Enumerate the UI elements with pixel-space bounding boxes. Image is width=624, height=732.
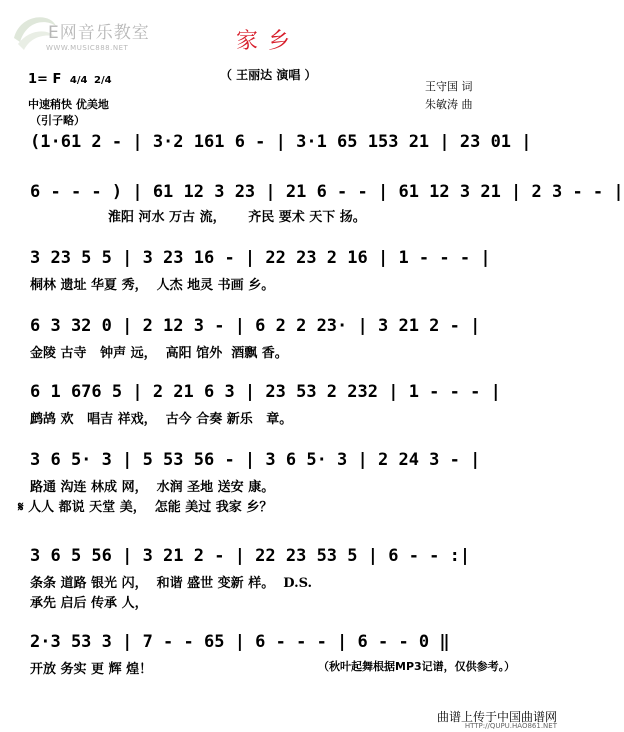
site-logo (6, 8, 176, 66)
lyric-row-3 (30, 274, 274, 293)
notation-row-8 (30, 632, 450, 652)
logo-text: E网音乐教室 (48, 23, 150, 43)
lyric-row-6a (30, 476, 274, 495)
notation-row-1 (30, 132, 532, 152)
lyric-row-8 (30, 658, 152, 677)
notation-row-4 (30, 316, 480, 336)
notes-text: 6 - - - ) | 61 12 3 23 | 21 6 - - | 61 12 3 21 | 2 3 - - | (30, 182, 624, 202)
intro-note: （引子略） (30, 114, 85, 127)
notes-text: 6 1 676 5 | 2 21 6 3 | 23 53 2 232 | 1 - - - | (30, 382, 501, 402)
lyric-row-5 (30, 408, 292, 427)
composer-credit: 朱敏涛 曲 (425, 98, 473, 111)
lyrics-text: 条条 道路 银光 闪， 和谐 盛世 变新 样。 D.S. (30, 576, 313, 591)
notation-row-7 (30, 546, 470, 566)
notes-text: 3 6 5· 3 | 5 53 56 - | 3 6 5· 3 | 2 24 3 - | (30, 450, 481, 470)
notation-row-5 (30, 382, 501, 402)
tempo-marking: 中速稍快 优美地 (28, 98, 109, 111)
notation-row-6 (30, 450, 480, 470)
lyrics-text: 承先 启后 传承 人， (30, 596, 148, 611)
lyrics-text: 鹧鸪 欢 唱吉 祥戏， 古今 合奏 新乐 章。 (30, 412, 293, 427)
lyric-row-2 (108, 206, 366, 225)
lyric-row-7b (30, 592, 148, 611)
lyric-row-7a (30, 572, 312, 591)
notes-text: 3 6 5 56 | 3 21 2 - | 22 23 53 5 | 6 - - :| (30, 546, 471, 566)
notes-text: 2·3 53 3 | 7 - - 65 | 6 - - - | 6 - - 0 ‖ (30, 632, 450, 652)
footer-url: HTTP://QUPU.HAO861.NET (464, 722, 557, 730)
lyrics-text: 𝄋 人人 都说 天堂 美， 怎能 美过 我家 乡？ (18, 500, 273, 515)
lyrics-text: 开放 务实 更 辉 煌！ (30, 662, 153, 677)
time-signature-1: 4/4 (69, 75, 88, 86)
key-label: 1= F (28, 72, 62, 87)
song-title: 家乡 (236, 29, 301, 54)
notes-text: (1·61 2 - | 3·2 161 6 - | 3·1 65 153 21 | 23 01 | (30, 132, 532, 152)
notation-row-3 (30, 248, 491, 268)
lyrics-text: 桐林 遗址 华夏 秀， 人杰 地灵 书画 乡。 (30, 278, 275, 293)
footer-text: 曲谱上传于中国曲谱网 (436, 710, 557, 724)
key-signature (28, 72, 112, 87)
notes-text: 6 3 32 0 | 2 12 3 - | 6 2 2 23· | 3 21 2 - | (30, 316, 481, 336)
lyric-row-6b (18, 496, 272, 515)
transcription-footnote: （秋叶起舞根据MP3记谱，仅供参考。） (318, 660, 516, 673)
lyric-row-4 (30, 342, 288, 361)
lyrics-text: 路通 沟连 林成 网， 水润 圣地 送安 康。 (30, 480, 275, 495)
lyrics-text: 金陵 古寺 钟声 远， 高阳 馆外 酒飘 香。 (30, 346, 288, 361)
notation-row-2 (30, 182, 624, 202)
notes-text: 3 23 5 5 | 3 23 16 - | 22 23 2 16 | 1 - - - | (30, 248, 491, 268)
time-signature-2: 2/4 (94, 75, 112, 86)
lyricist-credit: 王守国 词 (425, 80, 473, 93)
logo-url: WWW.MUSIC888.NET (46, 44, 129, 52)
lyrics-text: 淮阳 河水 万古 流， 齐民 要术 天下 扬。 (108, 210, 366, 225)
singer-credit: （ 王丽达 演唱 ） (220, 68, 317, 82)
